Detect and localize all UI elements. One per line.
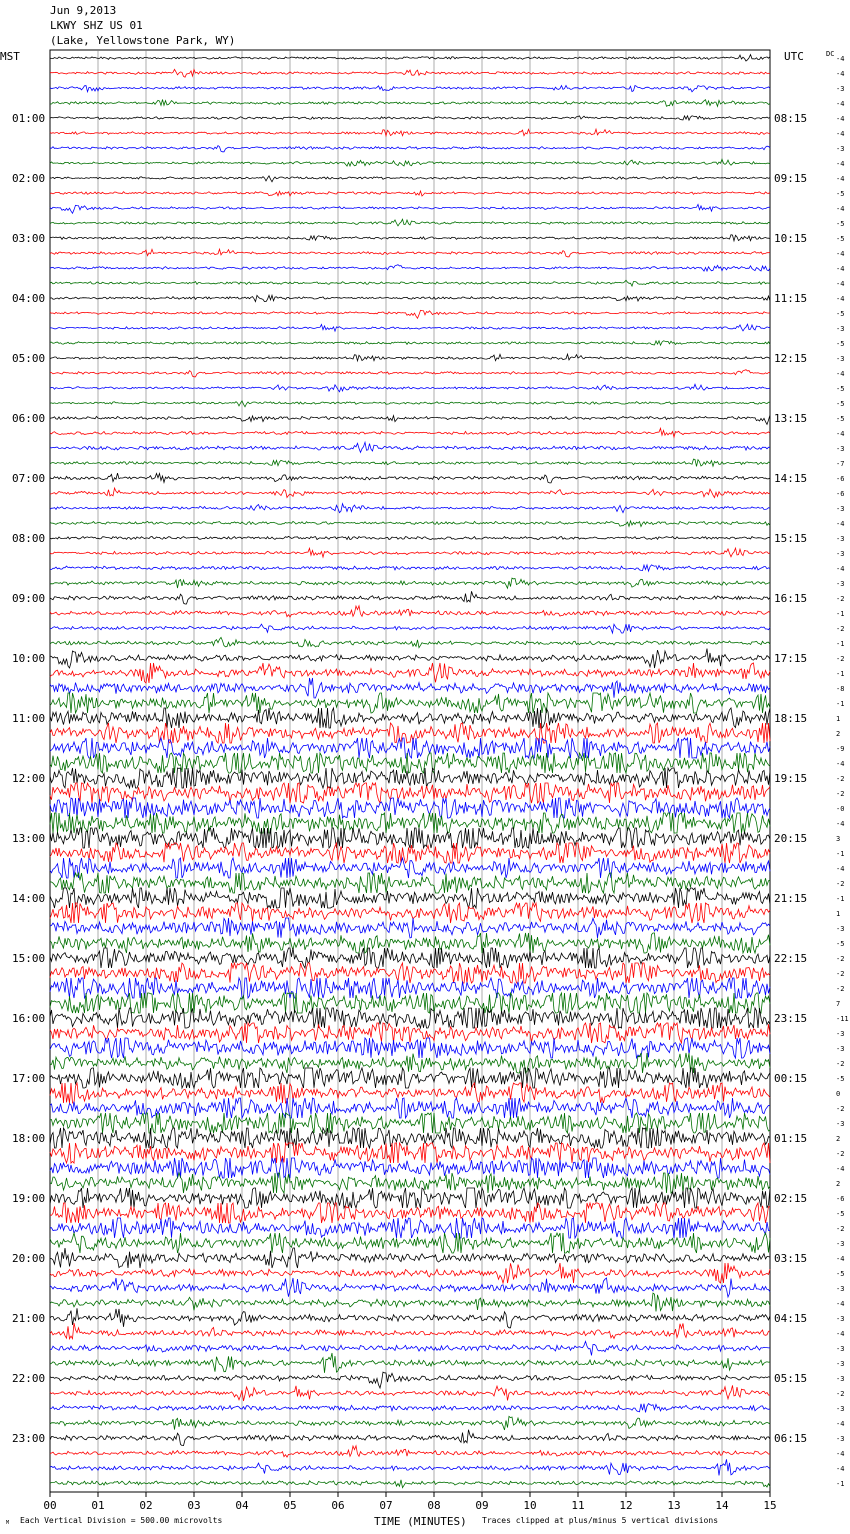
trace-offset-label: -4	[836, 250, 845, 258]
dc-label: DC	[826, 50, 835, 58]
trace-offset-label: -4	[836, 820, 845, 828]
trace-offset-label: -5	[836, 190, 845, 198]
trace-offset-label: -3	[836, 1120, 845, 1128]
seismic-trace	[50, 191, 770, 196]
seismic-trace	[50, 55, 770, 61]
seismic-trace	[50, 888, 770, 908]
right-hour-label: 14:15	[774, 472, 808, 485]
trace-offset-label: 0	[836, 1090, 841, 1098]
seismic-trace	[50, 813, 770, 833]
trace-offset-label: 7	[836, 1000, 841, 1008]
seismic-trace	[50, 624, 770, 633]
seismic-trace	[50, 1083, 770, 1103]
x-tick-label: 07	[379, 1499, 393, 1512]
seismic-trace	[50, 918, 770, 938]
trace-offset-label: 1	[836, 715, 841, 723]
right-hour-label: 15:15	[774, 532, 808, 545]
trace-offset-label: -1	[836, 670, 845, 678]
trace-offset-label: -3	[836, 505, 845, 513]
trace-offset-label: -3	[836, 445, 845, 453]
left-hour-label: 21:00	[12, 1312, 46, 1325]
seismic-trace	[50, 548, 770, 557]
seismic-trace	[50, 488, 770, 498]
seismic-trace	[50, 1416, 770, 1430]
left-hour-label: 07:00	[12, 472, 46, 485]
trace-offset-label: -4	[836, 1300, 845, 1308]
seismic-trace	[50, 116, 770, 120]
trace-offset-label: -5	[836, 310, 845, 318]
trace-offset-label: -2	[836, 1150, 845, 1158]
left-hour-label: 10:00	[12, 652, 46, 665]
trace-offset-label: -5	[836, 1270, 845, 1278]
left-hour-label: 16:00	[12, 1012, 46, 1025]
seismic-trace	[50, 708, 770, 728]
seismic-trace	[50, 324, 770, 331]
seismic-trace	[50, 370, 770, 377]
seismic-trace	[50, 693, 770, 713]
trace-offset-label: -2	[836, 595, 845, 603]
left-hour-label: 19:00	[12, 1192, 46, 1205]
right-hour-label: 13:15	[774, 412, 808, 425]
trace-offset-label: -5	[836, 340, 845, 348]
x-tick-label: 03	[187, 1499, 201, 1512]
trace-offset-label: -6	[836, 1195, 845, 1203]
trace-offset-label: -4	[836, 265, 845, 273]
seismic-trace	[50, 459, 770, 466]
seismic-trace	[50, 637, 770, 647]
left-hour-label: 12:00	[12, 772, 46, 785]
right-hour-label: 16:15	[774, 592, 808, 605]
x-tick-label: 14	[715, 1499, 729, 1512]
seismic-trace	[50, 401, 770, 407]
seismic-trace	[50, 1053, 770, 1073]
seismic-trace	[50, 159, 770, 166]
trace-offset-label: -3	[836, 550, 845, 558]
right-hour-label: 23:15	[774, 1012, 808, 1025]
left-timezone-label: MST	[0, 50, 20, 63]
trace-offset-label: -3	[836, 145, 845, 153]
trace-offset-label: -3	[836, 1315, 845, 1323]
seismic-trace	[50, 146, 770, 152]
right-hour-label: 18:15	[774, 712, 808, 725]
trace-offset-label: -3	[836, 1375, 845, 1383]
seismic-trace	[50, 310, 770, 318]
right-hour-label: 10:15	[774, 232, 808, 245]
trace-offset-label: -4	[836, 865, 845, 873]
trace-offset-label: -3	[836, 355, 845, 363]
trace-offset-label: -5	[836, 415, 845, 423]
seismic-trace	[50, 249, 770, 257]
trace-offset-label: -1	[836, 610, 845, 618]
seismic-trace	[50, 536, 770, 539]
trace-offset-label: 2	[836, 1180, 841, 1188]
trace-offset-label: -1	[836, 850, 845, 858]
x-tick-label: 02	[139, 1499, 153, 1512]
seismic-trace	[50, 1430, 770, 1446]
seismic-trace	[50, 295, 770, 301]
trace-offset-label: -5	[836, 940, 845, 948]
x-tick-label: 10	[523, 1499, 537, 1512]
x-tick-label: 13	[667, 1499, 681, 1512]
station-code: LKWY SHZ US 01	[50, 19, 143, 32]
left-hour-label: 17:00	[12, 1072, 46, 1085]
right-hour-label: 02:15	[774, 1192, 808, 1205]
seismic-trace	[50, 1098, 770, 1118]
trace-offset-label: 1	[836, 910, 841, 918]
trace-offset-label: 2	[836, 730, 841, 738]
trace-offset-label: -2	[836, 1390, 845, 1398]
trace-offset-label: -4	[836, 175, 845, 183]
seismic-trace	[50, 1158, 770, 1178]
trace-offset-label: -4	[836, 100, 845, 108]
trace-offset-label: -5	[836, 1075, 845, 1083]
left-hour-label: 01:00	[12, 112, 46, 125]
left-hour-label: 22:00	[12, 1372, 46, 1385]
seismic-trace	[50, 903, 770, 923]
seismic-trace	[50, 473, 770, 483]
seismic-trace	[50, 948, 770, 968]
left-hour-label: 05:00	[12, 352, 46, 365]
seismic-trace	[50, 521, 770, 527]
seismic-trace	[50, 1308, 770, 1328]
right-hour-label: 22:15	[774, 952, 808, 965]
x-tick-label: 15	[763, 1499, 777, 1512]
left-hour-label: 11:00	[12, 712, 46, 725]
right-hour-label: 04:15	[774, 1312, 808, 1325]
left-hour-label: 14:00	[12, 892, 46, 905]
seismic-trace	[50, 591, 770, 604]
seismic-trace	[50, 565, 770, 571]
trace-offset-label: -2	[836, 955, 845, 963]
seismic-trace	[50, 1233, 770, 1253]
trace-offset-label: -2	[836, 880, 845, 888]
seismic-trace	[50, 858, 770, 878]
seismic-trace	[50, 1293, 770, 1311]
seismic-trace	[50, 280, 770, 286]
trace-offset-label: -3	[836, 535, 845, 543]
left-hour-label: 13:00	[12, 832, 46, 845]
trace-offset-label: -3	[836, 580, 845, 588]
trace-offset-label: -3	[836, 1240, 845, 1248]
seismic-trace	[50, 1323, 770, 1339]
seismic-trace	[50, 873, 770, 893]
trace-offset-label: -11	[836, 1015, 849, 1023]
seismic-trace	[50, 963, 770, 983]
trace-offset-label: -4	[836, 130, 845, 138]
trace-offset-label: -3	[836, 1435, 845, 1443]
right-timezone-label: UTC	[784, 50, 804, 63]
trace-offset-label: -1	[836, 1480, 845, 1488]
trace-offset-label: -3	[836, 1285, 845, 1293]
seismic-trace	[50, 1263, 770, 1283]
seismic-trace	[50, 219, 770, 226]
trace-offset-label: -0	[836, 805, 845, 813]
trace-offset-label: -4	[836, 1255, 845, 1263]
trace-offset-label: -4	[836, 1165, 845, 1173]
trace-offset-label: -4	[836, 1420, 845, 1428]
right-hour-label: 01:15	[774, 1132, 808, 1145]
seismic-trace	[50, 69, 770, 77]
trace-offset-label: -2	[836, 775, 845, 783]
station-location: (Lake, Yellowstone Park, WY)	[50, 34, 236, 47]
trace-offset-label: -4	[836, 760, 845, 768]
corner-mark: M	[6, 1520, 10, 1526]
seismic-trace	[50, 1385, 770, 1401]
seismic-traces	[50, 55, 770, 1488]
trace-offset-label: -1	[836, 640, 845, 648]
seismic-trace	[50, 1143, 770, 1163]
trace-offset-label: -3	[836, 85, 845, 93]
trace-offset-label: -3	[836, 1045, 845, 1053]
right-hour-label: 11:15	[774, 292, 808, 305]
trace-offset-label: -4	[836, 1465, 845, 1473]
seismic-trace	[50, 1068, 770, 1088]
trace-offset-label: -1	[836, 700, 845, 708]
seismic-trace	[50, 1173, 770, 1193]
right-hour-label: 08:15	[774, 112, 808, 125]
left-hour-label: 06:00	[12, 412, 46, 425]
right-hour-label: 21:15	[774, 892, 808, 905]
seismic-trace	[50, 428, 770, 437]
trace-offset-label: -4	[836, 55, 845, 63]
scale-note: Each Vertical Division = 500.00 microvolts	[20, 1516, 223, 1525]
left-hour-label: 18:00	[12, 1132, 46, 1145]
trace-offset-label: -2	[836, 985, 845, 993]
trace-offset-label: -8	[836, 685, 845, 693]
seismic-trace	[50, 1353, 770, 1373]
trace-offset-label: -4	[836, 1450, 845, 1458]
seismic-trace	[50, 993, 770, 1013]
right-hour-label: 03:15	[774, 1252, 808, 1265]
seismic-trace	[50, 341, 770, 345]
seismic-trace	[50, 384, 770, 392]
right-hour-label: 12:15	[774, 352, 808, 365]
seismic-trace	[50, 606, 770, 617]
seismic-trace	[50, 265, 770, 271]
seismic-trace	[50, 1278, 770, 1297]
trace-offset-label: 2	[836, 1135, 841, 1143]
right-hour-label: 06:15	[774, 1432, 808, 1445]
trace-offset-label: -7	[836, 460, 845, 468]
x-tick-label: 04	[235, 1499, 249, 1512]
trace-offset-label: -4	[836, 1330, 845, 1338]
trace-offset-label: -4	[836, 520, 845, 528]
clip-note: Traces clipped at plus/minus 5 vertical divisions	[482, 1516, 719, 1525]
axis-labels	[12, 55, 849, 1512]
x-tick-label: 12	[619, 1499, 633, 1512]
trace-offset-label: -2	[836, 1105, 845, 1113]
seismic-trace	[50, 1218, 770, 1238]
x-tick-label: 06	[331, 1499, 345, 1512]
seismic-trace	[50, 1446, 770, 1457]
left-hour-label: 04:00	[12, 292, 46, 305]
x-tick-label: 09	[475, 1499, 489, 1512]
seismic-trace	[50, 204, 770, 213]
x-tick-label: 01	[91, 1499, 105, 1512]
left-hour-label: 02:00	[12, 172, 46, 185]
x-axis-title: TIME (MINUTES)	[374, 1515, 467, 1528]
right-hour-label: 09:15	[774, 172, 808, 185]
seismic-trace	[50, 504, 770, 513]
right-hour-label: 17:15	[774, 652, 808, 665]
left-hour-label: 20:00	[12, 1252, 46, 1265]
trace-offset-label: -4	[836, 295, 845, 303]
seismic-trace	[50, 1248, 770, 1268]
trace-offset-label: 3	[836, 835, 841, 843]
seismic-trace	[50, 100, 770, 107]
trace-offset-label: -4	[836, 70, 845, 78]
seismic-trace	[50, 798, 770, 818]
seismic-trace	[50, 723, 770, 743]
seismic-trace	[50, 1341, 770, 1355]
right-hour-label: 05:15	[774, 1372, 808, 1385]
left-hour-label: 08:00	[12, 532, 46, 545]
seismic-trace	[50, 1023, 770, 1043]
trace-offset-label: -3	[836, 1405, 845, 1413]
recording-date: Jun 9,2013	[50, 4, 117, 17]
seismic-trace	[50, 354, 770, 361]
trace-offset-label: -3	[836, 325, 845, 333]
trace-offset-label: -2	[836, 1060, 845, 1068]
trace-offset-label: -4	[836, 565, 845, 573]
seismic-trace	[50, 86, 770, 92]
left-hour-label: 09:00	[12, 592, 46, 605]
seismic-trace	[50, 235, 770, 241]
seismic-trace	[50, 578, 770, 588]
trace-offset-label: -3	[836, 1360, 845, 1368]
trace-offset-label: -2	[836, 655, 845, 663]
trace-offset-label: -4	[836, 205, 845, 213]
seismic-trace	[50, 415, 770, 425]
trace-offset-label: -3	[836, 1345, 845, 1353]
left-hour-label: 15:00	[12, 952, 46, 965]
trace-offset-label: -2	[836, 970, 845, 978]
trace-offset-label: -4	[836, 370, 845, 378]
trace-offset-label: -3	[836, 1030, 845, 1038]
seismic-trace	[50, 1480, 770, 1488]
seismic-trace	[50, 129, 770, 136]
trace-offset-label: -6	[836, 475, 845, 483]
trace-offset-label: -6	[836, 490, 845, 498]
trace-offset-label: -2	[836, 790, 845, 798]
seismic-trace	[50, 176, 770, 182]
x-tick-label: 08	[427, 1499, 441, 1512]
trace-offset-label: -2	[836, 1225, 845, 1233]
trace-offset-label: -5	[836, 235, 845, 243]
trace-offset-label: -1	[836, 895, 845, 903]
trace-offset-label: -2	[836, 625, 845, 633]
trace-offset-label: -4	[836, 160, 845, 168]
x-tick-label: 05	[283, 1499, 297, 1512]
seismic-trace	[50, 828, 770, 848]
right-hour-label: 00:15	[774, 1072, 808, 1085]
seismic-trace	[50, 663, 770, 683]
seismic-trace	[50, 1372, 770, 1388]
seismic-trace	[50, 1128, 770, 1148]
trace-offset-label: -5	[836, 1210, 845, 1218]
seismic-trace	[50, 649, 770, 668]
seismic-trace	[50, 1459, 770, 1475]
left-hour-label: 23:00	[12, 1432, 46, 1445]
trace-offset-label: -4	[836, 115, 845, 123]
seismic-trace	[50, 678, 770, 698]
x-tick-label: 00	[43, 1499, 57, 1512]
left-hour-label: 03:00	[12, 232, 46, 245]
trace-offset-label: -5	[836, 385, 845, 393]
seismic-trace	[50, 442, 770, 452]
x-tick-label: 11	[571, 1499, 585, 1512]
trace-offset-label: -3	[836, 925, 845, 933]
right-hour-label: 20:15	[774, 832, 808, 845]
trace-offset-label: -5	[836, 400, 845, 408]
trace-offset-label: -4	[836, 280, 845, 288]
trace-offset-label: -9	[836, 745, 845, 753]
trace-offset-label: -4	[836, 430, 845, 438]
right-hour-label: 19:15	[774, 772, 808, 785]
trace-offset-label: -5	[836, 220, 845, 228]
seismic-trace	[50, 1008, 770, 1028]
seismic-trace	[50, 1404, 770, 1413]
